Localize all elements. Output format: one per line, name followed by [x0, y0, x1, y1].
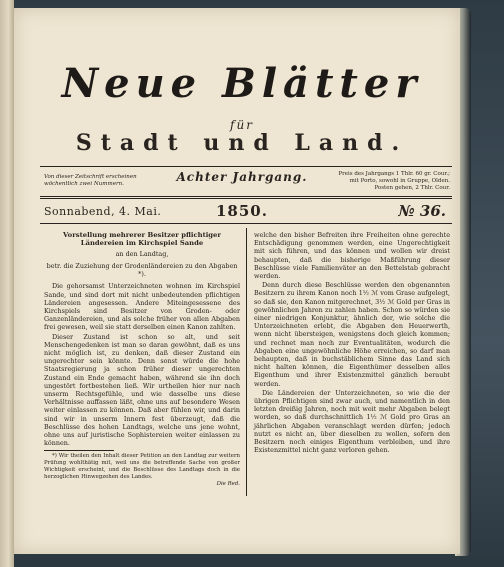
issue-number: № 36.: [398, 202, 446, 220]
page-content: [32, 8, 452, 554]
footnote: [44, 453, 240, 488]
masthead-title: Neue Blätter: [61, 60, 423, 107]
book-spine: [0, 0, 14, 567]
dateline-rule-bottom: [40, 223, 452, 224]
footnote-text: *) Wir theilen den Inhalt dieser Petition an den Landtag zur weitern Prüfung wohlthätig mit, weil uns die betreffende Sache von großer Wichtigkeit erscheint, und die Beschlüsse des Landtags doch in die herzoglichen Hinwegzehen des Landes.: [44, 453, 240, 481]
article-paragraph: Dieser Zustand ist schon so alt, und seit Menschengedenken ist man so daran gewöhnt, daß es uns nicht möglich ist, zu denken, daß dieser Zustand ein ungerechter sein könnte. Denn sonst würde die hohe Staatsregierung ja schon früher dieser ungerechten Zustand ein Ende gemacht haben, während sie ihn doch ungestört fortbestehen ließ. Wir urtheilen hier nur nach unserm Rechtsgefühle, und wie dasselbe uns diese Verhältnisse auffassen läßt, ohne uns auf besondere Wesen weiter einlassen zu können. Daß aber fühlen wir, und darin sind wir in unserm Innern fest überzeugt, daß die Beschlüsse des hohen Landtags, welche uns jene wohnt, ohne uns auf juristische Sophistereien weiter einlassen zu können.: [44, 332, 240, 448]
dateline-rule-top: [40, 196, 452, 199]
article-paragraph: Die Ländereien der Unterzeichneten, so wie die der übrigen Pflichtigen sind zwar auch, und namentlich in den letzten dreißig Jahren, noch mit weit mehr Abgaben belegt worden, so daß durchschnittlich 1½ ℳ Gold pro Gras an jährlichen Abgaben veranschlagt werden dürfen; jedoch nutzt es nicht an, über dieselben zu wollen, sofern den Besitzern noch einiges Eigenthum verbleiben, und ihre Existenzmittel nicht ganz verloren gehen.: [254, 388, 450, 455]
publication-frequency-note: Von dieser Zeitschrift erscheinen wöchentlich zwei Nummern.: [44, 174, 137, 187]
article-paragraph: Die gehorsamst Unterzeichneten wohnen im Kirchspiel Sande, und sind dort mit nicht unbedeutenden pflichtigen Ländereien angesessen. Andere Miteingesessene des Kirchspiels sind Besitzer von Groden- oder Ganzenländereien, und als solche früher von allen Abgaben frei gewesen, weil sie statt derselben einen Kanon zahlten.: [44, 282, 240, 332]
masthead-subtitle: Stadt und Land.: [75, 130, 409, 156]
article-title: Vorstellung mehrerer Besitzer pflichtiger Ländereien im Kirchspiel Sande: [63, 231, 221, 248]
footnote-signature: Die Red.: [216, 481, 240, 488]
newspaper-page: [14, 8, 460, 554]
article-paragraph: welche den bisher Befreiten ihre Freiheiten ohne gerechte Entschädigung genommen werden, eine Ungerechtigkeit mit sich führen, und das können und wollen wir dreist behaupten, daß die bisherige Maßführung dieser Beschlüsse viele Familienväter an den Bettelstab gebracht werden.: [254, 231, 450, 281]
article-topic: betr. die Zuziehung der Grodenländereien zu den Abgaben *).: [46, 262, 238, 279]
masthead-connector: für: [230, 118, 254, 132]
article-paragraph: Denn durch diese Beschlüsse werden den obgenannten Besitzern zu ihrem Kanon noch 1½ ℳ vom Grase aufgelegt, so daß sie, den Kanon mitgerechnet, 3½ ℳ Gold per Gras in gewöhnlichen Jahren zu zahlen haben. Schon so würden sie einer niedrigen Konjunktur, ähnlich der, wie solche die Unterzeichneten erlebt, die Abgaben den Heuerwerth, wenn nicht übersteigen, wenigstens doch gleich kommen; und rechnet man noch zur Eventualitäten, wodurch die Abgaben eine ungewöhnliche Höhe erreichen, so darf man behaupten, daß in buchstäblichem Sinne das Land sich nicht halten können, die Eigenthümer desselben alles Eigenthum und ihrer Existenzmittel gänzlich beraubt werden.: [254, 281, 450, 388]
footnote-rule: [44, 450, 114, 451]
right-column: [254, 231, 450, 455]
subscription-price-note: Preis des Jahrgangs 1 Thlr. 60 gr. Cour.; mit Porto, sowohl in Gruppe, Olden. Posten gehen, 2 Thlr. Cour.: [338, 171, 450, 191]
issue-year: 1850.: [216, 202, 268, 220]
left-column: [44, 231, 240, 489]
column-divider: [246, 228, 247, 496]
article-addressee: an den Landtag,: [115, 249, 169, 258]
volume-label: Achter Jahrgang.: [176, 170, 308, 184]
masthead-rule-top: [40, 166, 452, 167]
issue-date: Sonnabend, 4. Mai.: [44, 205, 162, 218]
